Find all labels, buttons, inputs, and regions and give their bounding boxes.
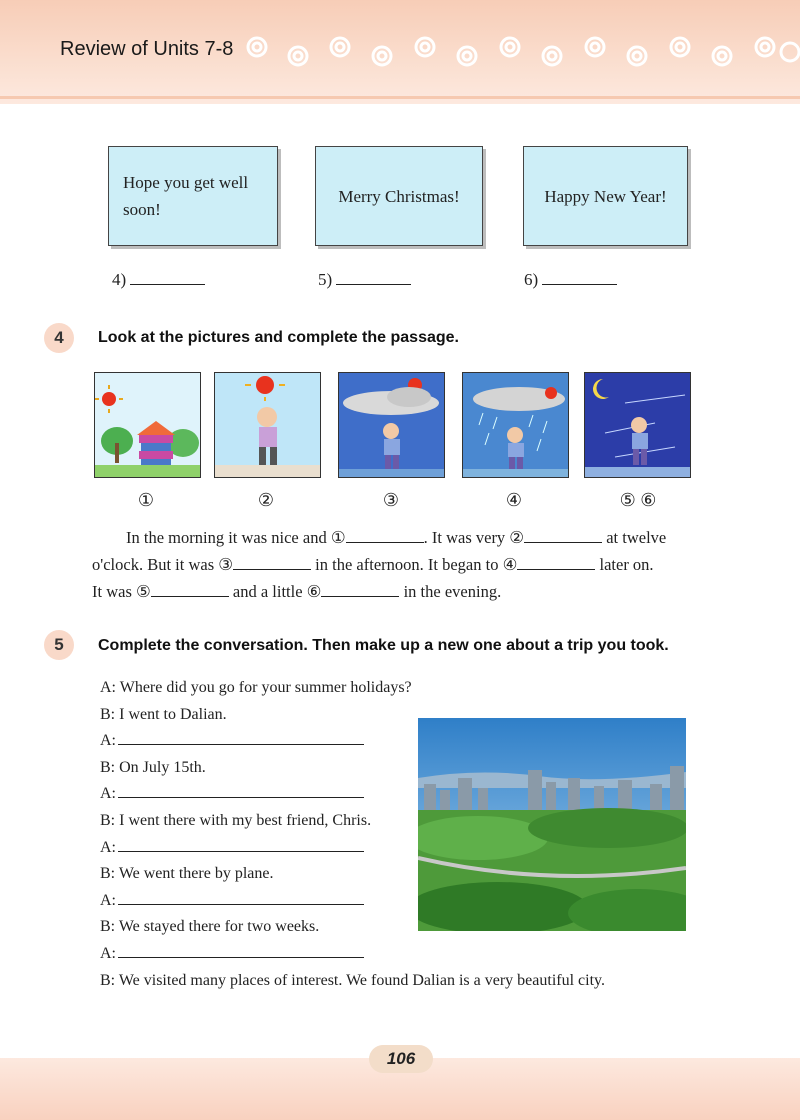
dalian-city-photo [418,718,686,931]
answer-blank-5[interactable]: 5) [318,268,411,290]
weather-picture-sunny [94,372,201,478]
picture-label-3: ③ [382,490,400,510]
picture-label-2: ② [257,490,275,510]
card-text: Merry Christmas! [338,186,460,206]
page-number: 106 [369,1045,433,1073]
section-4-title: Look at the pictures and complete the passage. [98,329,459,346]
conv-line-blank[interactable]: A: [100,781,605,808]
conv-line-blank[interactable]: A: [100,728,605,755]
picture-label-4: ④ [505,490,523,510]
card-text: Happy New Year! [544,186,667,206]
weather-picture-rainy [462,372,569,478]
card-text: Hope you get well soon! [123,173,249,219]
conv-line: A: Where did you go for your summer holidays? [100,679,412,696]
page-title: Review of Units 7-8 [60,38,234,60]
picture-label-5-6: ⑤ ⑥ [619,490,657,510]
conv-line: B: I went to Dalian. [100,705,227,723]
passage-blank-6[interactable] [321,582,399,597]
passage-blank-5[interactable] [151,582,229,597]
answer-blank-6[interactable]: 6) [524,268,617,290]
picture-label-1: ① [137,490,155,510]
conv-line-blank[interactable]: A: [100,888,605,915]
conv-line-blank[interactable]: A: [100,941,605,968]
section-4-number: 4 [44,323,74,353]
passage-blank-3[interactable] [233,555,311,570]
weather-picture-hot [214,372,321,478]
conv-line-blank[interactable]: A: [100,835,605,862]
weather-picture-windy-night [584,372,691,478]
passage-blank-4[interactable] [517,555,595,570]
conv-line: B: We went there by plane. [100,865,274,883]
page-header [0,0,800,104]
greeting-card-get-well [108,146,278,246]
section-5-number: 5 [44,630,74,660]
conv-line: B: We visited many places of interest. We found Dalian is a very beautiful city. [100,971,605,989]
passage-blank-2[interactable] [524,528,602,543]
greeting-card-christmas [315,146,483,246]
passage-blank-1[interactable] [346,528,424,543]
conv-line: B: We stayed there for two weeks. [100,918,320,936]
answer-blank-4[interactable]: 4) [112,268,205,290]
section-5-title: Complete the conversation. Then make up a new one about a trip you took. [98,637,669,654]
conv-line: B: I went there with my best friend, Chris. [100,811,372,829]
weather-picture-cloudy [338,372,445,478]
conv-line: B: On July 15th. [100,758,206,776]
greeting-card-new-year [523,146,688,246]
passage: In the morning it was nice and ① . It was very ② at twelve o'clock. But it was ③ in the afternoon. It began to ④ later on. It was ⑤ and a little ⑥ in the evening. [92,528,667,601]
